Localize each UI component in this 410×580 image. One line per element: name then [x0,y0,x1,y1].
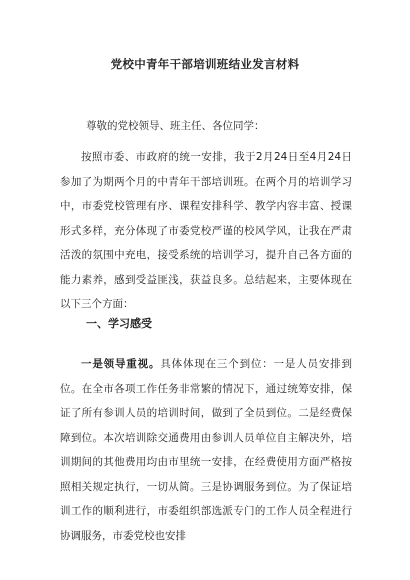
document-title: 党校中青年干部培训班结业发言材料 [110,57,300,71]
paragraph-lead: 一是领导重视。 [81,358,161,370]
paragraph-intro: 按照市委、市政府的统一安排，我于2月24日至4月24日参加了为期两个月的中青年干部培训班。在两个月的培训学习中，市委党校管理有序、课程安排科学、教学内容丰富、授课形式多样，充分体现了市委党校严谨的校风学风，让我在严肃活泼的氛围中充电，接受系统的培训学习，提升自己各方面的能力素养，感到受益匪浅，获益良多。总结起来，主要体现在以下三个方面： [60,151,352,310]
paragraph-text: 具体体现在三个到位：一是人员安排到位。在全市各项工作任务非常繁的情况下，通过统筹安排，保证了所有参训人员的培训时间，做到了全员到位。二是经费保障到位。本次培训除交通费用由参训人员单位自主解决外，培训期间的其他费用均由市里统一安排，在经费使用方面严格按照相关规定执行，一切从简。三是协调服务到位。为了保证培训工作的顺利进行，市委组织部选派专门的工作人员全程进行协调服务，市委党校也安排 [60,358,353,542]
section-heading: 一、学习感受 [86,317,152,330]
paragraph-leadership [60,352,352,548]
salutation: 尊敬的党校领导、班主任、各位同学： [86,120,265,132]
